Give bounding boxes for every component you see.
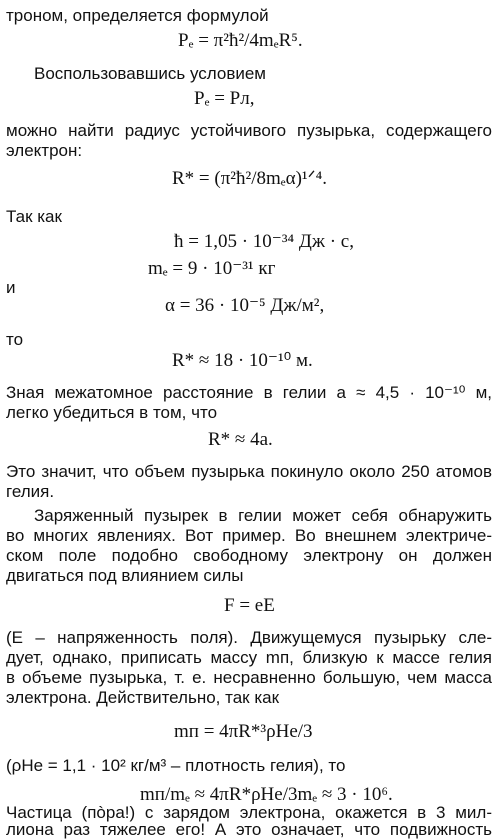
text-line: легко убедиться в том, что [6, 403, 218, 422]
text-line: Воспользовавшись условием [34, 64, 266, 83]
formula-radius: R* = (π²ħ²/8mₑα)¹ᐟ⁴. [172, 168, 328, 189]
formula-force: F = eE [224, 595, 275, 616]
text-line: Так как [6, 207, 62, 226]
text-line: Зная межатомное расстояние в гелии a ≈ 4,5 · 10⁻¹⁰ м, [6, 383, 492, 402]
text-line: Частица (пòра!) с зарядом электрона, окажется в 3 мил- [6, 803, 492, 822]
text-line: и [6, 278, 16, 297]
text-line: ском поле подобно свободному электрону он должен [6, 546, 492, 565]
text-line: электрон: [6, 141, 83, 160]
formula-radius-ratio: R* ≈ 4a. [208, 429, 273, 450]
text-paragraph: Это значит, что объем пузырька покинуло около 250 атомов гелия. [6, 462, 492, 501]
text-line: во многих явлениях. Вот пример. Во внешнем электриче- [6, 526, 492, 545]
formula-hbar: ħ = 1,05 · 10⁻³⁴ Дж · с, [174, 231, 354, 252]
text-line: дует, однако, приписать массу mп, близкую к массе гелия [6, 648, 492, 667]
formula-mass-ratio: mп/mₑ ≈ 4πR*ρHe/3mₑ ≈ 3 · 10⁶. [140, 784, 393, 805]
formula-electron-mass: mₑ = 9 · 10⁻³¹ кг [148, 258, 276, 279]
text-line: то [6, 330, 24, 349]
text-line: (ρHe = 1,1 · 10² кг/м³ – плотность гелия), то [6, 756, 346, 775]
text-line: можно найти радиус устойчивого пузырька, содержащего [6, 121, 492, 140]
text-line: электрона. Действительно, так как [6, 688, 280, 707]
formula-radius-value: R* ≈ 18 · 10⁻¹⁰ м. [172, 350, 313, 371]
text-line: троном, определяется формулой [6, 6, 269, 25]
formula-alpha: α = 36 · 10⁻⁵ Дж/м², [165, 295, 325, 316]
text-line: в объеме пузырька, т. е. несравненно большую, чем масса [6, 668, 492, 687]
formula-equality: Pₑ = Pл, [194, 88, 255, 109]
formula-pore-mass: mп = 4πR*³ρHe/3 [174, 721, 313, 742]
text-line: двигаться под влиянием силы [6, 566, 244, 585]
text-line: лиона раз тяжелее его! А это означает, что подвижность [6, 820, 492, 839]
text-line: (E – напряженность поля). Движущемуся пузырьку сле- [6, 628, 492, 647]
text-line: Заряженный пузырек в гелии может себя обнаружить [34, 506, 492, 525]
formula-pressure: Pₑ = π²ħ²/4mₑR⁵. [178, 30, 303, 51]
